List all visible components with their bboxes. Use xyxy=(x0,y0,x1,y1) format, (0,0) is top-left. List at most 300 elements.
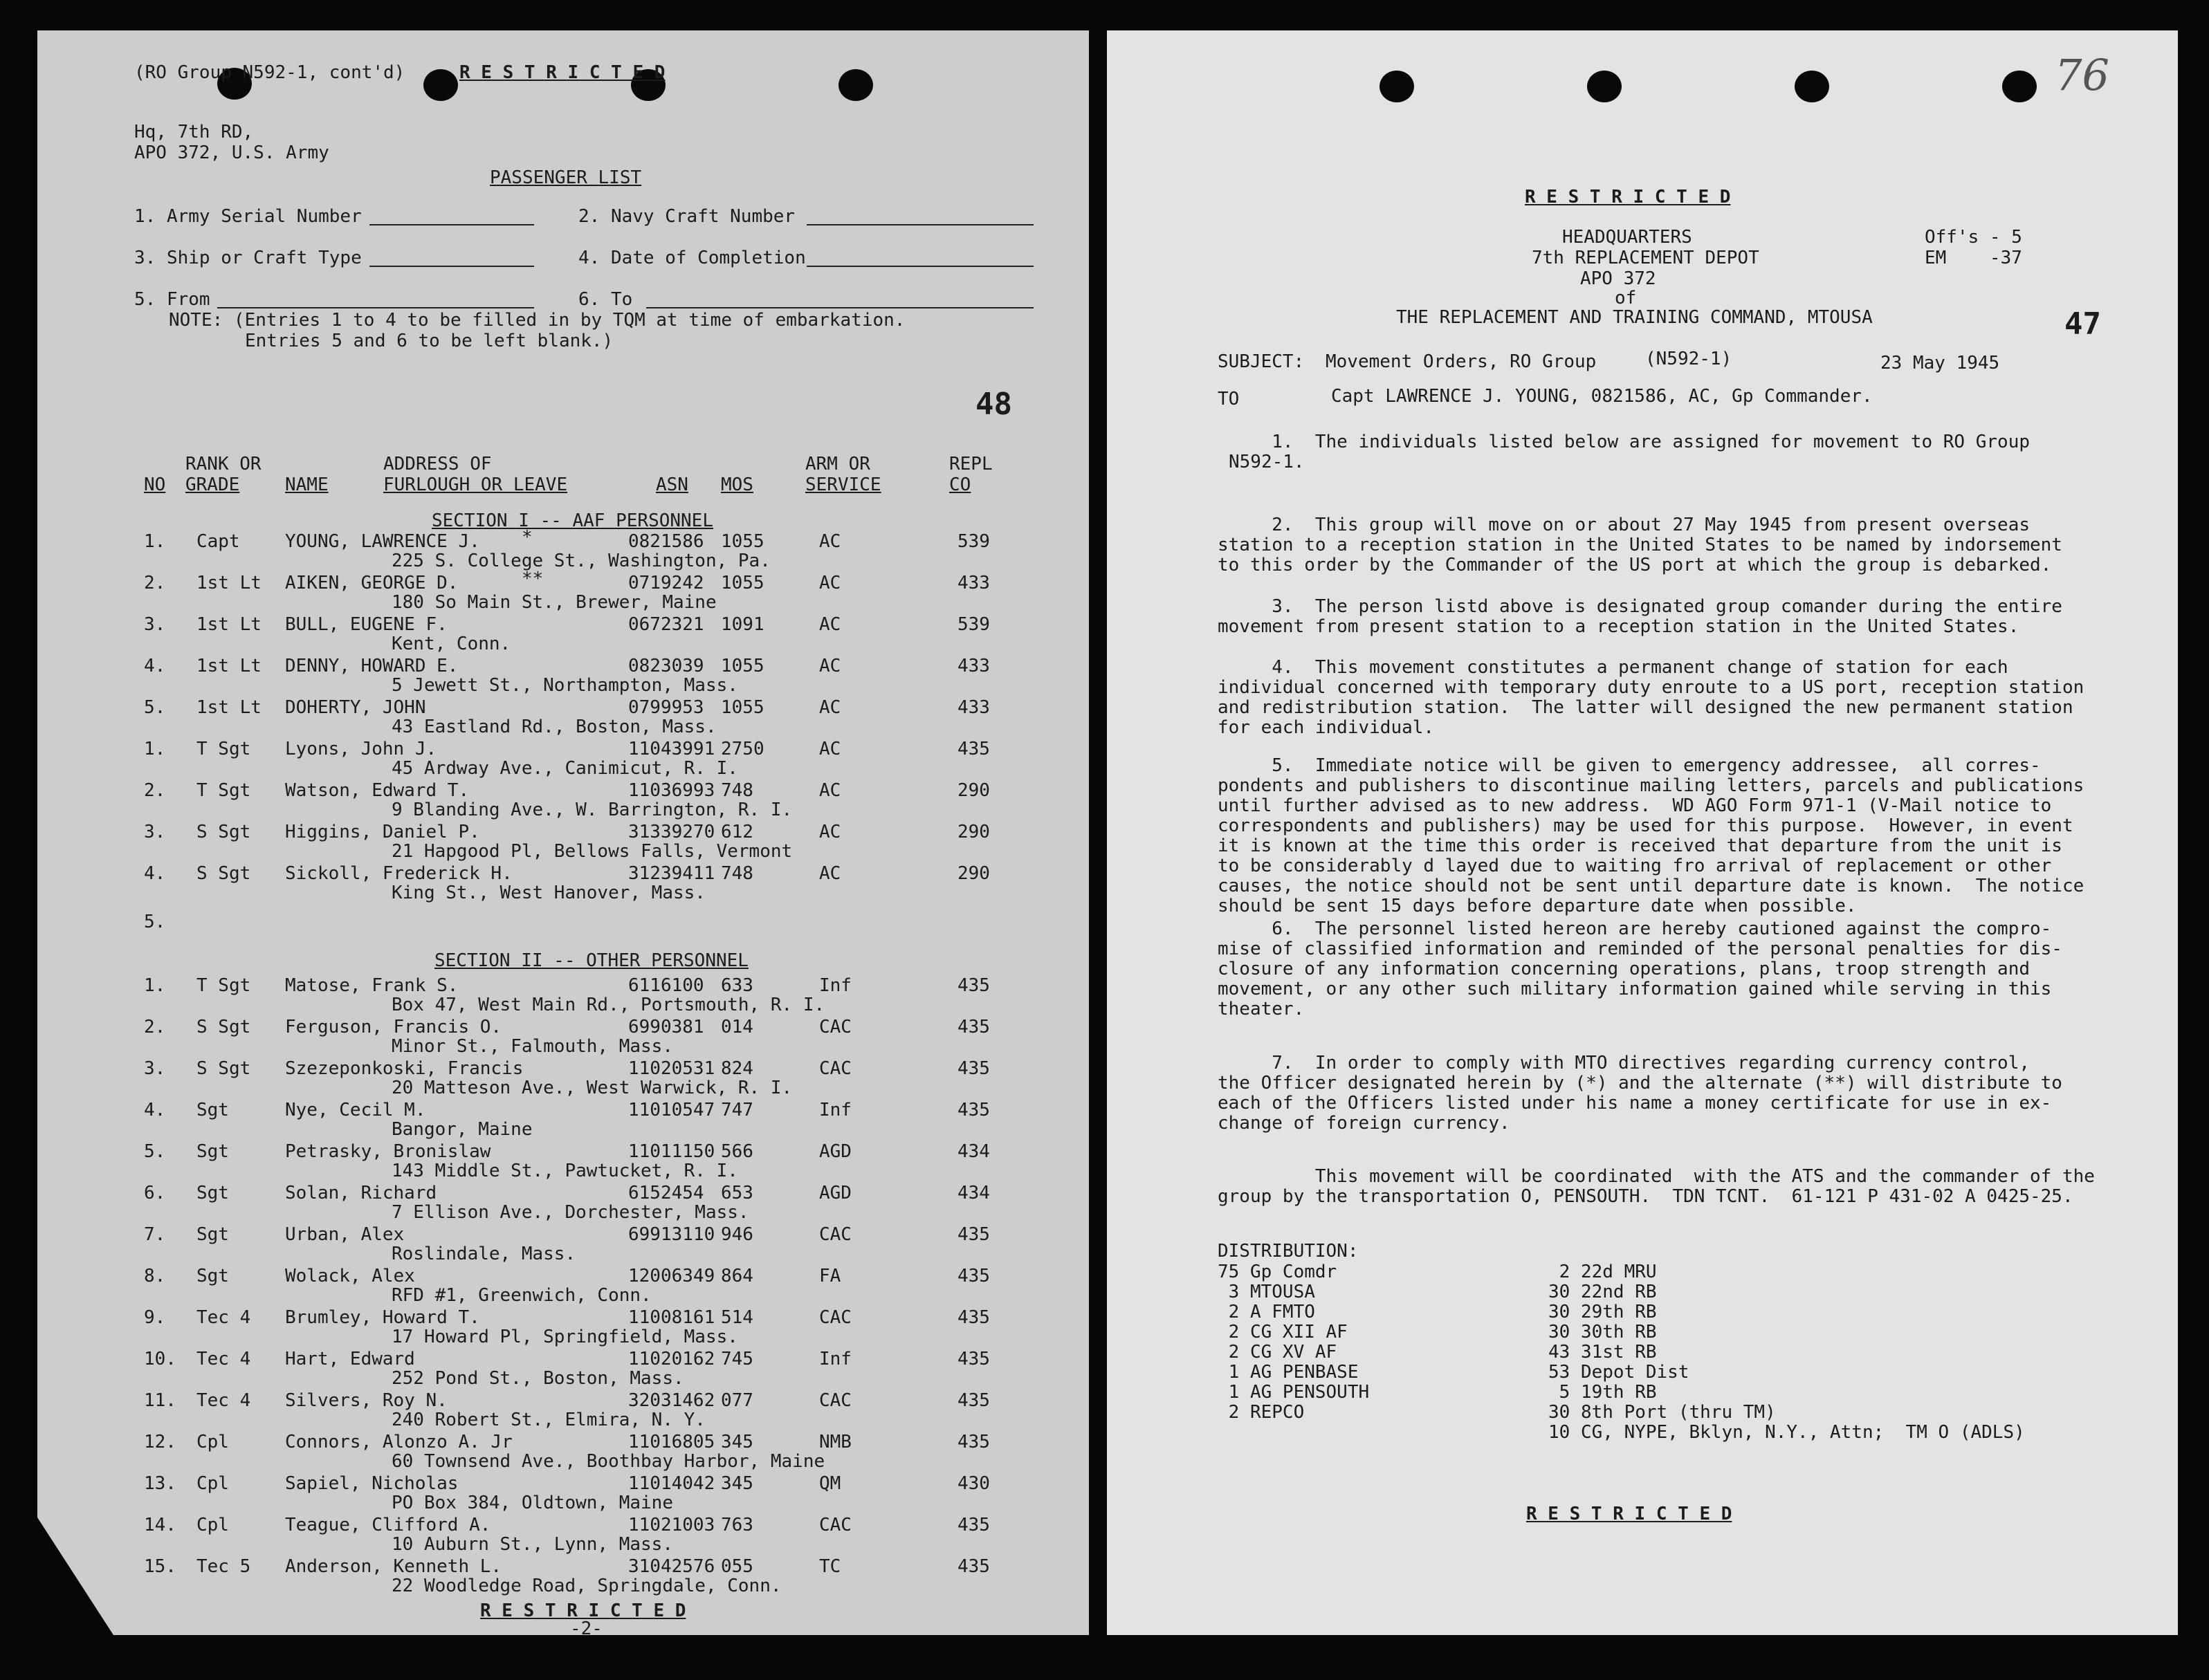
row-service: CAC xyxy=(819,1058,852,1079)
row-address: 45 Ardway Ave., Canimicut, R. I. xyxy=(392,758,738,779)
row-service: AC xyxy=(819,780,841,801)
distribution-entry: 2 A FMTO xyxy=(1218,1302,1315,1322)
row-name: Nye, Cecil M. xyxy=(285,1100,426,1120)
distribution-entry: 43 31st RB xyxy=(1548,1342,1657,1363)
page-number: 48 xyxy=(975,387,1012,422)
row-grade: T Sgt xyxy=(196,780,251,801)
row-repl: 435 xyxy=(957,739,990,759)
row-asn: 0719242 xyxy=(628,573,704,593)
row-mos: 748 xyxy=(721,780,753,801)
row-grade: Tec 5 xyxy=(196,1556,251,1577)
paragraph-line: causes, the notice should not be sent until departure date is known. The notice xyxy=(1218,876,2084,896)
form-title: PASSENGER LIST xyxy=(490,167,642,188)
col-co: CO xyxy=(949,474,971,495)
row-repl: 435 xyxy=(957,1266,990,1286)
row-grade: 1st Lt xyxy=(196,573,262,593)
col-furlough: FURLOUGH OR LEAVE xyxy=(383,474,568,495)
distribution-label: DISTRIBUTION: xyxy=(1218,1241,1359,1262)
page-number: 47 xyxy=(2064,306,2101,342)
row-service: CAC xyxy=(819,1515,852,1535)
row-repl: 290 xyxy=(957,863,990,884)
row-asn: 11008161 xyxy=(628,1307,715,1328)
row-number: 11. xyxy=(144,1390,176,1411)
row-service: AC xyxy=(819,697,841,718)
row-address: 22 Woodledge Road, Springdale, Conn. xyxy=(392,1576,782,1596)
row-repl: 435 xyxy=(957,1432,990,1452)
row-name: Ferguson, Francis O. xyxy=(285,1017,502,1037)
row-service: CAC xyxy=(819,1224,852,1245)
field-line xyxy=(646,307,1034,308)
row-repl: 433 xyxy=(957,573,990,593)
punch-hole xyxy=(2002,71,2037,102)
row-asn: 11011150 xyxy=(628,1141,715,1162)
paragraph-line: 5. Immediate notice will be given to emergency addressee, all corres- xyxy=(1218,755,2041,776)
row-grade: Tec 4 xyxy=(196,1390,251,1411)
row-address: Minor St., Falmouth, Mass. xyxy=(392,1036,673,1057)
row-service: AC xyxy=(819,822,841,842)
row-grade: Sgt xyxy=(196,1266,229,1286)
row-repl: 290 xyxy=(957,822,990,842)
distribution-entry: 1 AG PENSOUTH xyxy=(1218,1382,1370,1403)
col-arm: ARM OR xyxy=(805,454,870,474)
row-address: Bangor, Maine xyxy=(392,1119,533,1140)
row-repl: 435 xyxy=(957,1224,990,1245)
header-restricted: R E S T R I C T E D xyxy=(459,62,666,83)
row-asn: 11036993 xyxy=(628,780,715,801)
row-number: 6. xyxy=(144,1183,166,1203)
row-mos: 747 xyxy=(721,1100,753,1120)
paragraph-line: 6. The personnel listed hereon are hereby cautioned against the compro- xyxy=(1218,919,2052,939)
distribution-entry: 75 Gp Comdr xyxy=(1218,1262,1337,1282)
row-address: 21 Hapgood Pl, Bellows Falls, Vermont xyxy=(392,841,793,862)
col-no: NO xyxy=(144,474,166,495)
field-navy-craft: 2. Navy Craft Number xyxy=(578,206,796,227)
row-grade: S Sgt xyxy=(196,1058,251,1079)
punch-hole xyxy=(838,69,873,101)
row-mos: 864 xyxy=(721,1266,753,1286)
field-date-completion: 4. Date of Completion xyxy=(578,248,806,268)
row-name: Sapiel, Nicholas xyxy=(285,1473,459,1494)
row-repl: 434 xyxy=(957,1141,990,1162)
row-asn: 12006349 xyxy=(628,1266,715,1286)
row-grade: 1st Lt xyxy=(196,656,262,676)
row-service: CAC xyxy=(819,1390,852,1411)
paragraph-line: pondents and publishers to discontinue mailing letters, parcels and publications xyxy=(1218,775,2084,796)
row-asn: 11014042 xyxy=(628,1473,715,1494)
paragraph-line: station to a reception station in the United States to be named by indorsement xyxy=(1218,535,2062,555)
row-asn: 11043991 xyxy=(628,739,715,759)
row-number: 1. xyxy=(144,531,166,552)
row-grade: Sgt xyxy=(196,1141,229,1162)
paragraph-line: 1. The individuals listed below are assigned for movement to RO Group xyxy=(1218,432,2030,452)
row-number: 5. xyxy=(144,697,166,718)
to-text: Capt LAWRENCE J. YOUNG, 0821586, AC, Gp Commander. xyxy=(1331,386,1873,407)
punch-hole xyxy=(423,69,458,101)
punch-hole xyxy=(1587,71,1622,102)
row-name: Urban, Alex xyxy=(285,1224,405,1245)
distribution-entry: 10 CG, NYPE, Bklyn, N.Y., Attn; TM O (ADLS) xyxy=(1548,1422,2025,1443)
row-asn: 31339270 xyxy=(628,822,715,842)
subject-label: SUBJECT: xyxy=(1218,351,1305,372)
distribution-entry: 2 22d MRU xyxy=(1548,1262,1657,1282)
row-grade: 1st Lt xyxy=(196,614,262,635)
row-asn: 6152454 xyxy=(628,1183,704,1203)
paragraph-line: closure of any information concerning operations, plans, troop strength and xyxy=(1218,959,2030,979)
row-asn: 0799953 xyxy=(628,697,704,718)
row-mos: 763 xyxy=(721,1515,753,1535)
col-service: SERVICE xyxy=(805,474,881,495)
paragraph-line: 2. This group will move on or about 27 May 1945 from present overseas xyxy=(1218,515,2030,535)
row-name: DOHERTY, JOHN xyxy=(285,697,426,718)
header-group: (RO Group N592-1, cont'd) xyxy=(134,62,405,83)
depot: 7th REPLACEMENT DEPOT xyxy=(1532,248,1759,268)
row-service: AC xyxy=(819,531,841,552)
row-number: 4. xyxy=(144,1100,166,1120)
field-ship-type: 3. Ship or Craft Type xyxy=(134,248,362,268)
of-line: of xyxy=(1615,288,1637,308)
distribution-entry: 5 19th RB xyxy=(1548,1382,1657,1403)
row-number: 2. xyxy=(144,780,166,801)
row-mos: 1091 xyxy=(721,614,764,635)
restricted-top: R E S T R I C T E D xyxy=(1525,187,1731,207)
field-line xyxy=(217,307,534,308)
row-name: Szezeponkoski, Francis xyxy=(285,1058,524,1079)
paragraph-line: each of the Officers listed under his name a money certificate for use in ex- xyxy=(1218,1093,2052,1114)
punch-hole xyxy=(1795,71,1829,102)
row-mos: 566 xyxy=(721,1141,753,1162)
paragraph-line: mise of classified information and reminded of the personal penalties for dis- xyxy=(1218,939,2062,959)
row-repl: 433 xyxy=(957,656,990,676)
row-name: AIKEN, GEORGE D. xyxy=(285,573,459,593)
row-mos: 653 xyxy=(721,1183,753,1203)
row-name: Matose, Frank S. xyxy=(285,975,459,996)
row-address: 17 Howard Pl, Springfield, Mass. xyxy=(392,1327,738,1347)
row-number: 8. xyxy=(144,1266,166,1286)
section1-title: SECTION I -- AAF PERSONNEL xyxy=(432,510,713,531)
row-service: FA xyxy=(819,1266,841,1286)
row-repl: 435 xyxy=(957,1515,990,1535)
row-mos: 1055 xyxy=(721,656,764,676)
row-name: Solan, Richard xyxy=(285,1183,437,1203)
row-name: Anderson, Kenneth L. xyxy=(285,1556,502,1577)
row-asn: 31042576 xyxy=(628,1556,715,1577)
field-army-serial: 1. Army Serial Number xyxy=(134,206,362,227)
distribution-entry: 30 29th RB xyxy=(1548,1302,1657,1322)
row-service: AC xyxy=(819,739,841,759)
field-line xyxy=(369,224,534,225)
distribution-entry: 2 CG XV AF xyxy=(1218,1342,1337,1363)
row-service: TC xyxy=(819,1556,841,1577)
row-grade: S Sgt xyxy=(196,822,251,842)
distribution-entry: 30 22nd RB xyxy=(1548,1282,1657,1302)
paragraph-line: 7. In order to comply with MTO directives regarding currency control, xyxy=(1218,1053,2030,1073)
subject-text: Movement Orders, RO Group xyxy=(1326,351,1597,372)
paragraph-line: This movement will be coordinated with the ATS and the commander of the xyxy=(1218,1166,2095,1187)
row-number: 2. xyxy=(144,1017,166,1037)
row-service: Inf xyxy=(819,1349,852,1369)
officers-count: Off's - 5 xyxy=(1925,227,2022,248)
row-name: Brumley, Howard T. xyxy=(285,1307,480,1328)
field-line xyxy=(369,266,534,267)
row-mos: 824 xyxy=(721,1058,753,1079)
distribution-entry: 2 CG XII AF xyxy=(1218,1322,1348,1342)
row-name: Connors, Alonzo A. Jr xyxy=(285,1432,513,1452)
order-date: 23 May 1945 xyxy=(1880,353,2000,373)
paragraph-line: individual concerned with temporary duty enroute to a US port, reception station xyxy=(1218,677,2084,698)
paragraph-line: change of foreign currency. xyxy=(1218,1113,1510,1134)
row-repl: 435 xyxy=(957,975,990,996)
row-repl: 435 xyxy=(957,1058,990,1079)
row-name: Silvers, Roy N. xyxy=(285,1390,448,1411)
footer-restricted: R E S T R I C T E D xyxy=(480,1600,686,1621)
to-label: TO xyxy=(1218,389,1240,409)
row-address: 143 Middle St., Pawtucket, R. I. xyxy=(392,1161,738,1181)
row-address: 225 S. College St., Washington, Pa. xyxy=(392,551,771,571)
row-mos: 345 xyxy=(721,1432,753,1452)
row-service: Inf xyxy=(819,1100,852,1120)
row-marker: * xyxy=(522,527,533,548)
row-service: AGD xyxy=(819,1183,852,1203)
field-line xyxy=(807,224,1034,225)
field-line xyxy=(807,266,1034,267)
row-number: 12. xyxy=(144,1432,176,1452)
row-grade: S Sgt xyxy=(196,863,251,884)
row-address: 60 Townsend Ave., Boothbay Harbor, Maine xyxy=(392,1451,825,1472)
distribution-entry: 3 MTOUSA xyxy=(1218,1282,1315,1302)
col-address: ADDRESS OF xyxy=(383,454,492,474)
row-name: Teague, Clifford A. xyxy=(285,1515,491,1535)
row-number: 4. xyxy=(144,656,166,676)
row-asn: 0823039 xyxy=(628,656,704,676)
row-asn: 11010547 xyxy=(628,1100,715,1120)
row-number: 13. xyxy=(144,1473,176,1494)
note-line2: Entries 5 and 6 to be left blank.) xyxy=(245,331,614,351)
paragraph-line: to this order by the Commander of the US port at which the group is debarked. xyxy=(1218,555,2052,575)
row-number: 3. xyxy=(144,614,166,635)
row-marker: ** xyxy=(522,569,544,589)
section2-title: SECTION II -- OTHER PERSONNEL xyxy=(434,950,749,971)
row-name: DENNY, HOWARD E. xyxy=(285,656,459,676)
row-number: 1. xyxy=(144,975,166,996)
paragraph-line: the Officer designated herein by (*) and the alternate (**) will distribute to xyxy=(1218,1073,2062,1093)
row-service: AC xyxy=(819,573,841,593)
row-grade: Cpl xyxy=(196,1515,229,1535)
row-address: 5 Jewett St., Northampton, Mass. xyxy=(392,675,738,696)
row-address: Roslindale, Mass. xyxy=(392,1244,576,1264)
row-service: CAC xyxy=(819,1017,852,1037)
row-asn: 69913110 xyxy=(628,1224,715,1245)
row-grade: Sgt xyxy=(196,1183,229,1203)
row-grade: Capt xyxy=(196,531,240,552)
hq-line1: Hq, 7th RD, xyxy=(134,122,254,142)
paragraph-line: 3. The person listd above is designated group comander during the entire xyxy=(1218,596,2062,617)
row-grade: Tec 4 xyxy=(196,1349,251,1369)
row-address: King St., West Hanover, Mass. xyxy=(392,883,706,903)
row-grade: Sgt xyxy=(196,1100,229,1120)
row-mos: 077 xyxy=(721,1390,753,1411)
row-mos: 1055 xyxy=(721,573,764,593)
distribution-entry: 30 30th RB xyxy=(1548,1322,1657,1342)
row-number: 3. xyxy=(144,1058,166,1079)
row-asn: 11020162 xyxy=(628,1349,715,1369)
row-name: Watson, Edward T. xyxy=(285,780,470,801)
row-mos: 345 xyxy=(721,1473,753,1494)
paragraph-line: movement, or any other such military information gained while serving in this xyxy=(1218,979,2052,999)
row-repl: 435 xyxy=(957,1307,990,1328)
row-number: 10. xyxy=(144,1349,176,1369)
movement-orders-page xyxy=(1107,30,2178,1635)
distribution-entry: 2 REPCO xyxy=(1218,1402,1305,1423)
row-address: PO Box 384, Oldtown, Maine xyxy=(392,1493,673,1513)
paragraph-line: correspondents and publishers) may be used for this purpose. However, in event xyxy=(1218,815,2073,836)
note-line1: NOTE: (Entries 1 to 4 to be filled in by TQM at time of embarkation. xyxy=(169,310,906,331)
col-grade: GRADE xyxy=(185,474,240,495)
row-grade: Tec 4 xyxy=(196,1307,251,1328)
row-name: Sickoll, Frederick H. xyxy=(285,863,513,884)
row-repl: 435 xyxy=(957,1556,990,1577)
row-address: 180 So Main St., Brewer, Maine xyxy=(392,592,717,613)
row-repl: 290 xyxy=(957,780,990,801)
row-service: AC xyxy=(819,656,841,676)
paragraph-line: should be sent 15 days before departure date when possible. xyxy=(1218,896,1857,916)
handwritten-number: 76 xyxy=(2055,50,2109,100)
row-address: 9 Blanding Ave., W. Barrington, R. I. xyxy=(392,800,793,820)
row-asn: 31239411 xyxy=(628,863,715,884)
row-name: Wolack, Alex xyxy=(285,1266,415,1286)
row-asn: 11016805 xyxy=(628,1432,715,1452)
command: THE REPLACEMENT AND TRAINING COMMAND, MTOUSA xyxy=(1396,307,1873,328)
headquarters: HEADQUARTERS xyxy=(1562,227,1692,248)
paragraph-line: 4. This movement constitutes a permanent change of station for each xyxy=(1218,657,2008,678)
row-mos: 946 xyxy=(721,1224,753,1245)
distribution-entry: 1 AG PENBASE xyxy=(1218,1362,1359,1383)
row-number: 7. xyxy=(144,1224,166,1245)
row-grade: T Sgt xyxy=(196,739,251,759)
row-mos: 633 xyxy=(721,975,753,996)
row-service: AGD xyxy=(819,1141,852,1162)
row-name: BULL, EUGENE F. xyxy=(285,614,448,635)
row-number: 14. xyxy=(144,1515,176,1535)
row-number: 9. xyxy=(144,1307,166,1328)
row-mos: 612 xyxy=(721,822,753,842)
row-number: 1. xyxy=(144,739,166,759)
page-curl xyxy=(37,1517,113,1635)
paragraph-line: group by the transportation O, PENSOUTH. TDN TCNT. 61-121 P 431-02 A 0425-25. xyxy=(1218,1186,2073,1207)
row-repl: 539 xyxy=(957,531,990,552)
row-mos: 1055 xyxy=(721,531,764,552)
paragraph-line: movement from present station to a reception station in the United States. xyxy=(1218,616,2019,637)
row-mos: 514 xyxy=(721,1307,753,1328)
apo: APO 372 xyxy=(1580,268,1656,289)
subject-code: (N592-1) xyxy=(1645,349,1732,369)
paragraph-line: and redistribution station. The latter will designed the new permanent station xyxy=(1218,697,2073,718)
col-name: NAME xyxy=(285,474,329,495)
row-service: QM xyxy=(819,1473,841,1494)
row-grade: Sgt xyxy=(196,1224,229,1245)
row-mos: 1055 xyxy=(721,697,764,718)
row-service: NMB xyxy=(819,1432,852,1452)
row-mos: 2750 xyxy=(721,739,764,759)
paragraph-line: N592-1. xyxy=(1229,452,1305,472)
row-asn: 11020531 xyxy=(628,1058,715,1079)
paragraph-line: until further advised as to new address. WD AGO Form 971-1 (V-Mail notice to xyxy=(1218,795,2052,816)
passenger-list-page xyxy=(37,30,1089,1635)
row-name: YOUNG, LAWRENCE J. xyxy=(285,531,480,552)
row-address: Box 47, West Main Rd., Portsmouth, R. I. xyxy=(392,995,825,1015)
row-number: 3. xyxy=(144,822,166,842)
distribution-entry: 30 8th Port (thru TM) xyxy=(1548,1402,1776,1423)
field-to: 6. To xyxy=(578,289,633,310)
row-number: 4. xyxy=(144,863,166,884)
hq-line2: APO 372, U.S. Army xyxy=(134,142,329,163)
paragraph-line: it is known at the time this order is received that departure from the unit is xyxy=(1218,836,2062,856)
row-repl: 430 xyxy=(957,1473,990,1494)
col-mos: MOS xyxy=(721,474,753,495)
row-grade: T Sgt xyxy=(196,975,251,996)
row-service: Inf xyxy=(819,975,852,996)
row-service: AC xyxy=(819,614,841,635)
row-number: 15. xyxy=(144,1556,176,1577)
row-asn: 6990381 xyxy=(628,1017,704,1037)
row-number: 5. xyxy=(144,1141,166,1162)
col-asn: ASN xyxy=(656,474,688,495)
paragraph-line: theater. xyxy=(1218,999,1305,1019)
row-address: 252 Pond St., Boston, Mass. xyxy=(392,1368,684,1389)
row-asn: 11021003 xyxy=(628,1515,715,1535)
punch-hole xyxy=(1380,71,1414,102)
row-address: RFD #1, Greenwich, Conn. xyxy=(392,1285,652,1306)
row-mos: 014 xyxy=(721,1017,753,1037)
row-address: Kent, Conn. xyxy=(392,634,511,654)
row-service: AC xyxy=(819,863,841,884)
row-repl: 434 xyxy=(957,1183,990,1203)
row-address: 10 Auburn St., Lynn, Mass. xyxy=(392,1534,673,1555)
row-address: 7 Ellison Ave., Dorchester, Mass. xyxy=(392,1202,749,1223)
row-grade: Cpl xyxy=(196,1473,229,1494)
row-mos: 055 xyxy=(721,1556,753,1577)
paragraph-line: for each individual. xyxy=(1218,717,1435,738)
row-service: CAC xyxy=(819,1307,852,1328)
row-number: 2. xyxy=(144,573,166,593)
paragraph-line: to be considerably d layed due to waiting fro arrival of replacement or other xyxy=(1218,856,2052,876)
row-grade: S Sgt xyxy=(196,1017,251,1037)
stray-mark: 5. xyxy=(144,912,166,932)
field-from: 5. From xyxy=(134,289,210,310)
row-repl: 539 xyxy=(957,614,990,635)
footer-page: -2- xyxy=(570,1618,603,1635)
row-address: 20 Matteson Ave., West Warwick, R. I. xyxy=(392,1078,793,1098)
col-repl: REPL xyxy=(949,454,993,474)
row-name: Hart, Edward xyxy=(285,1349,415,1369)
row-asn: 6116100 xyxy=(628,975,704,996)
row-asn: 32031462 xyxy=(628,1390,715,1411)
row-repl: 435 xyxy=(957,1100,990,1120)
row-grade: 1st Lt xyxy=(196,697,262,718)
row-grade: Cpl xyxy=(196,1432,229,1452)
row-name: Lyons, John J. xyxy=(285,739,437,759)
row-mos: 748 xyxy=(721,863,753,884)
row-repl: 435 xyxy=(957,1390,990,1411)
row-address: 240 Robert St., Elmira, N. Y. xyxy=(392,1410,706,1430)
row-address: 43 Eastland Rd., Boston, Mass. xyxy=(392,717,717,737)
restricted-bottom: R E S T R I C T E D xyxy=(1526,1504,1732,1524)
row-mos: 745 xyxy=(721,1349,753,1369)
row-repl: 435 xyxy=(957,1017,990,1037)
row-name: Higgins, Daniel P. xyxy=(285,822,480,842)
row-asn: 0672321 xyxy=(628,614,704,635)
distribution-entry: 53 Depot Dist xyxy=(1548,1362,1689,1383)
row-asn: 0821586 xyxy=(628,531,704,552)
